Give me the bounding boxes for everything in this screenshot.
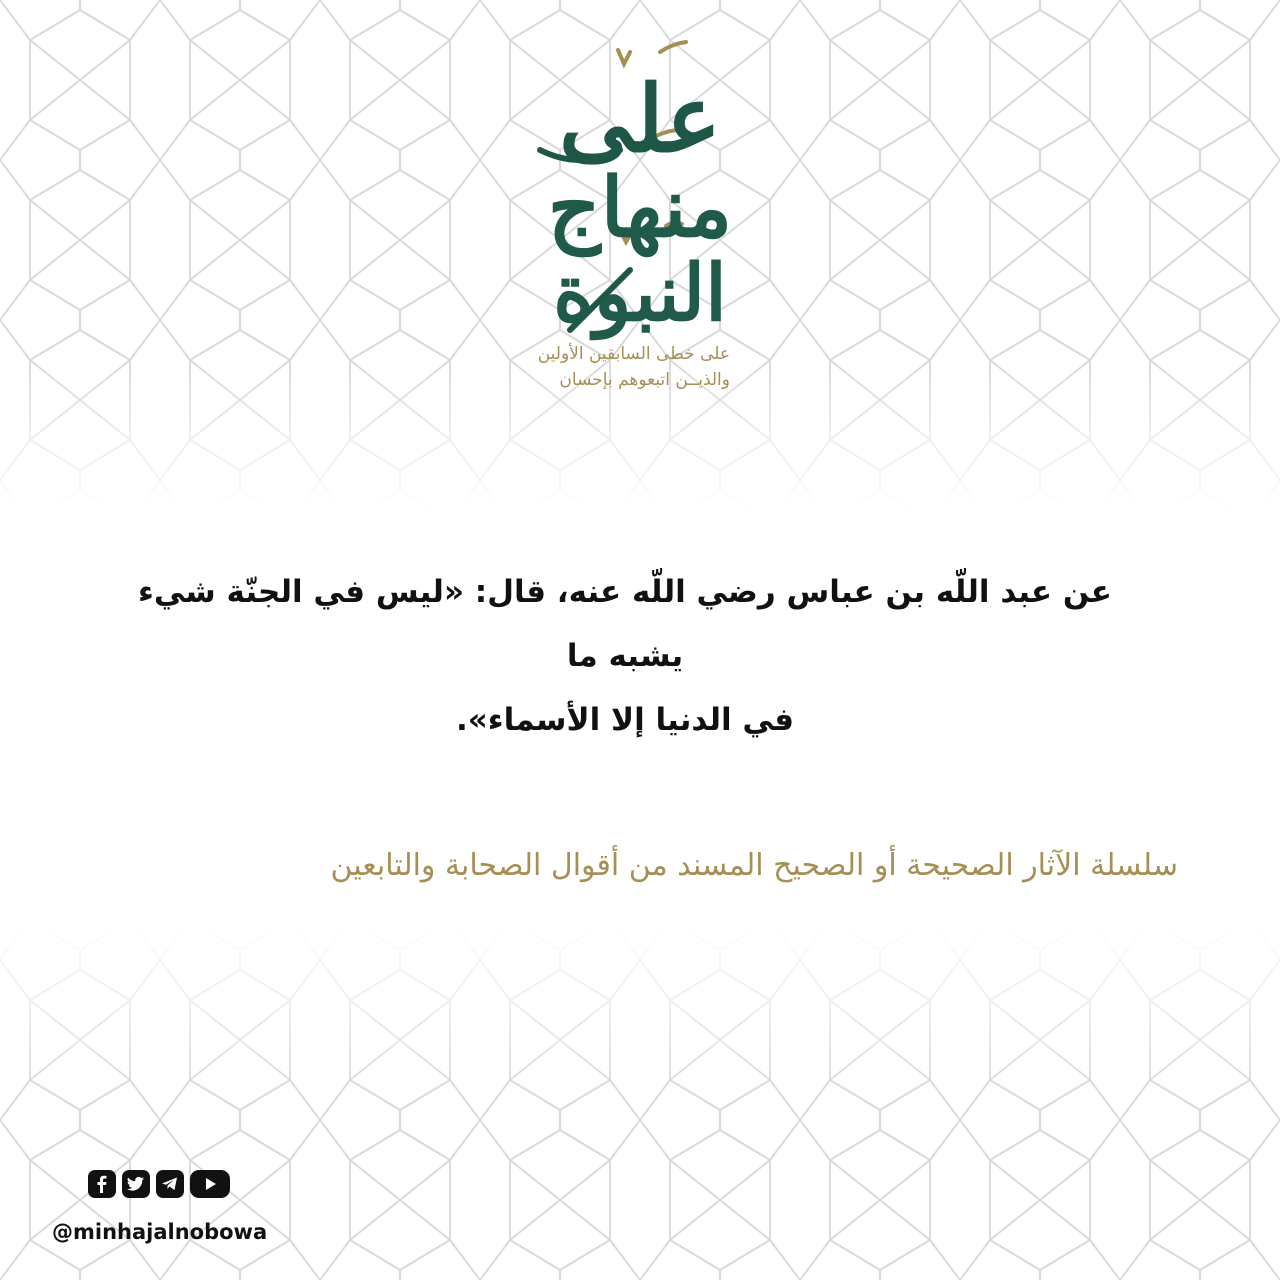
- social-icons: [88, 1170, 230, 1200]
- series-title: سلسلة الآثار الصحيحة أو الصحيح المسند من أقوال الصحابة والتابعين: [330, 848, 1178, 883]
- logo-word-ala: على: [558, 65, 722, 173]
- quote-line-1: عن عبد اللّه بن عباس رضي اللّه عنه، قال: «ليس في الجنّة شيء يشبه ما: [138, 574, 1112, 674]
- social-handle[interactable]: @minhajalnobowa: [52, 1220, 268, 1244]
- logo-tagline-2: والذيــن اتبعوهم بإحسان: [559, 370, 730, 390]
- brand-logo: [480, 30, 800, 350]
- facebook-icon[interactable]: [88, 1170, 116, 1198]
- hadith-quote: [100, 560, 1150, 752]
- telegram-icon[interactable]: [156, 1170, 184, 1198]
- logo-word-nobowa: النبوة: [553, 248, 727, 339]
- youtube-icon[interactable]: [190, 1170, 230, 1198]
- twitter-icon[interactable]: [122, 1170, 150, 1198]
- logo-word-minhaj: منهاج: [547, 160, 733, 256]
- quote-line-2: في الدنيا إلا الأسماء».: [455, 702, 795, 738]
- logo-tagline-1: على خطى السابقين الأولين: [537, 344, 730, 364]
